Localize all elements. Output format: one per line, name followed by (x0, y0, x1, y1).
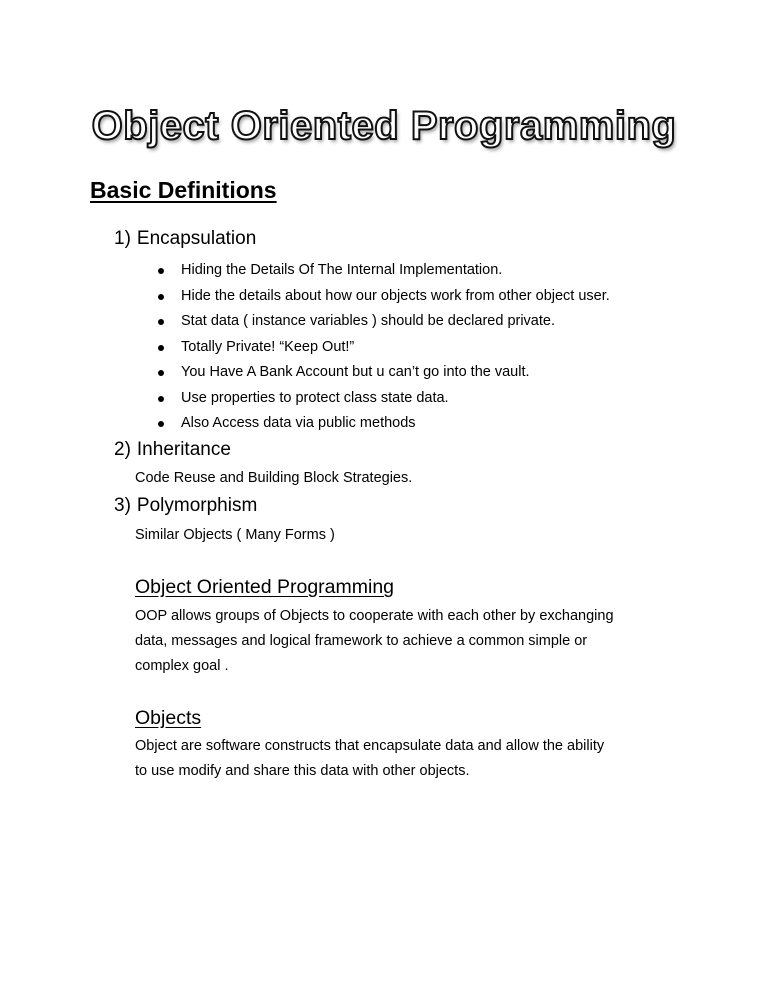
objects-heading: Objects (135, 707, 202, 729)
bullet-item (158, 309, 610, 335)
objects-paragraph (135, 734, 680, 784)
item-number: 1) (114, 228, 131, 249)
bullet-item (158, 335, 610, 361)
oop-paragraph (135, 604, 680, 679)
oop-line: OOP allows groups of Objects to cooperate with each other by exchanging (135, 608, 614, 624)
inheritance-text: Code Reuse and Building Block Strategies. (135, 470, 413, 486)
bullet-dot-icon (158, 396, 164, 402)
bullet-text: You Have A Bank Account but u can’t go into the vault. (181, 364, 530, 380)
oop-line: complex goal . (135, 658, 229, 674)
inheritance-item (114, 437, 231, 463)
bullet-item (158, 411, 610, 437)
bullet-text: Stat data ( instance variables ) should be declared private. (181, 313, 555, 329)
polymorphism-item (114, 493, 257, 519)
bullet-dot-icon (158, 421, 164, 427)
document-title: Object Oriented Programming (91, 104, 677, 148)
polymorphism-text: Similar Objects ( Many Forms ) (135, 527, 335, 543)
bullet-item (158, 284, 610, 310)
bullet-dot-icon (158, 345, 164, 351)
bullet-item (158, 258, 610, 284)
bullet-dot-icon (158, 294, 164, 300)
oop-line: data, messages and logical framework to achieve a common simple or (135, 633, 588, 649)
basic-definitions-heading: Basic Definitions (90, 177, 277, 203)
bullet-text: Hiding the Details Of The Internal Implementation. (181, 262, 503, 278)
encapsulation-bullet-list (158, 258, 610, 437)
bullet-text: Totally Private! “Keep Out!” (181, 338, 355, 355)
bullet-text: Use properties to protect class state data. (181, 389, 449, 406)
objects-line: Object are software constructs that encapsulate data and allow the ability (135, 738, 605, 754)
polymorphism-label: Polymorphism (136, 495, 258, 516)
inheritance-label: Inheritance (136, 439, 231, 460)
bullet-dot-icon (158, 319, 164, 325)
encapsulation-item (114, 226, 256, 252)
bullet-item (158, 360, 610, 386)
bullet-text: Hide the details about how our objects work from other object user. (181, 287, 610, 304)
objects-line: to use modify and share this data with other objects. (135, 763, 470, 779)
bullet-text: Also Access data via public methods (181, 415, 416, 431)
bullet-dot-icon (158, 370, 164, 376)
encapsulation-label: Encapsulation (136, 228, 257, 249)
oop-heading: Object Oriented Programming (135, 576, 395, 598)
item-number: 2) (114, 439, 131, 460)
bullet-dot-icon (158, 268, 164, 274)
bullet-item (158, 386, 610, 412)
item-number: 3) (114, 495, 131, 516)
